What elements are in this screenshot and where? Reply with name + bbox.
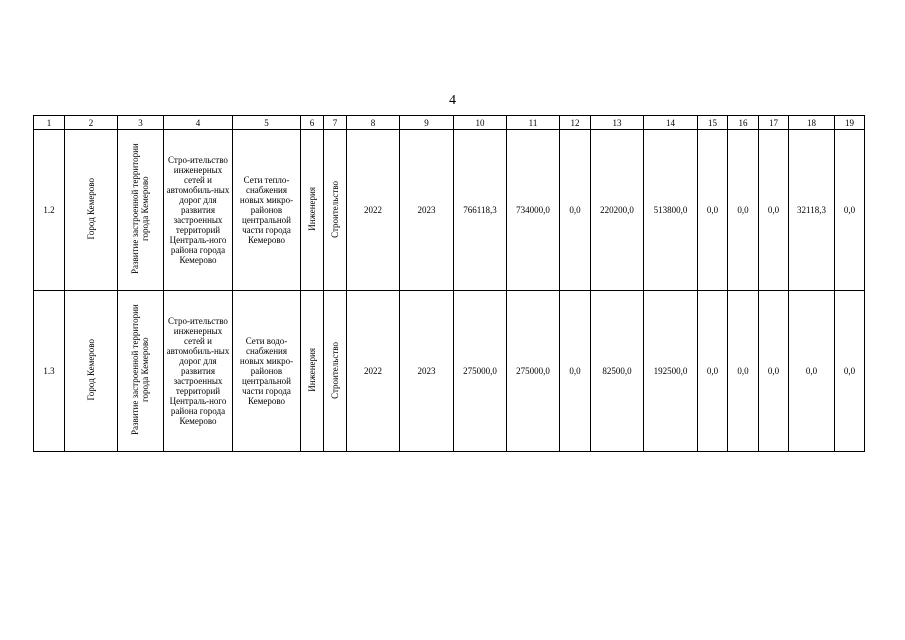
year-end-cell: 2023 [400,291,454,452]
value-cell: 0,0 [789,291,835,452]
city-text: Город Кемерово [86,178,96,240]
value-cell: 82500,0 [591,291,644,452]
type-cell [324,130,347,291]
header-cell: 15 [698,116,728,130]
header-cell: 18 [789,116,835,130]
header-cell: 8 [347,116,400,130]
type-cell [324,291,347,452]
value-cell: 0,0 [835,130,865,291]
year-start-cell: 2022 [347,291,400,452]
project-text: Стро-ительство инженерных сетей и автомобиль-ных дорог для развития застроенных территорий Централь-ного района города Кемерово [166,155,230,265]
city-text: Город Кемерово [86,339,96,401]
value-cell: 32118,3 [789,130,835,291]
value-cell: 0,0 [759,130,789,291]
value-cell: 275000,0 [507,291,560,452]
object-text: Сети водо-снабжения новых микро-районов центральной части города Кемерово [239,336,294,406]
value-cell: 0,0 [560,291,591,452]
header-cell: 2 [65,116,118,130]
value-cell: 0,0 [698,291,728,452]
header-cell: 7 [324,116,347,130]
program-cell [118,291,164,452]
data-table [33,115,865,452]
project-cell [164,130,233,291]
sphere-text: Инженерия [307,187,317,231]
object-cell [233,130,301,291]
header-cell: 6 [301,116,324,130]
header-cell: 1 [34,116,65,130]
value-cell: 513800,0 [644,130,698,291]
header-cell: 5 [233,116,301,130]
row-number: 1.3 [34,291,65,452]
year-start-cell: 2022 [347,130,400,291]
value-cell: 220200,0 [591,130,644,291]
object-cell [233,291,301,452]
year-end-cell: 2023 [400,130,454,291]
table-row [34,130,865,291]
sphere-text: Инженерия [307,348,317,392]
project-cell [164,291,233,452]
value-cell: 275000,0 [454,291,507,452]
city-cell [65,130,118,291]
value-cell: 0,0 [728,291,759,452]
row-number: 1.2 [34,130,65,291]
type-text: Строительство [330,341,340,399]
sphere-cell [301,291,324,452]
type-text: Строительство [330,180,340,238]
header-cell: 13 [591,116,644,130]
value-cell: 0,0 [728,130,759,291]
header-row [34,116,865,130]
program-text: Развитие застроенной территории города Кемерово [129,304,150,436]
value-cell: 766118,3 [454,130,507,291]
project-text: Стро-ительство инженерных сетей и автомобиль-ных дорог для развития застроенных территорий Централь-ного района города Кемерово [166,316,230,426]
value-cell: 0,0 [759,291,789,452]
header-cell: 4 [164,116,233,130]
value-cell: 0,0 [835,291,865,452]
header-cell: 17 [759,116,789,130]
program-text: Развитие застроенной территории города Кемерово [129,143,150,275]
header-cell: 10 [454,116,507,130]
program-cell [118,130,164,291]
header-cell: 3 [118,116,164,130]
value-cell: 192500,0 [644,291,698,452]
value-cell: 734000,0 [507,130,560,291]
sphere-cell [301,130,324,291]
value-cell: 0,0 [698,130,728,291]
city-cell [65,291,118,452]
header-cell: 16 [728,116,759,130]
table-row [34,291,865,452]
header-cell: 12 [560,116,591,130]
value-cell: 0,0 [560,130,591,291]
header-cell: 19 [835,116,865,130]
header-cell: 11 [507,116,560,130]
header-cell: 9 [400,116,454,130]
page-number: 4 [449,93,456,108]
header-cell: 14 [644,116,698,130]
object-text: Сети тепло-снабжения новых микро-районов центральной части города Кемерово [239,175,294,245]
